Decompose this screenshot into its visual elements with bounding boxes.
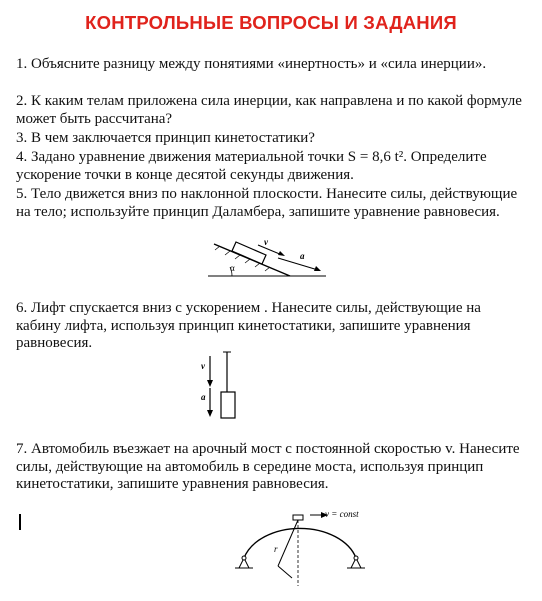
velocity-label: v (264, 237, 268, 247)
question-6: 6. Лифт спускается вниз с ускорением . Нанесите силы, действующие на кабину лифта, используя принцип кинетостатики, запишите уравнения равновесия. (16, 300, 481, 352)
right-hinge (354, 556, 358, 560)
velocity-arrowhead (278, 251, 285, 256)
elevator-figure (196, 350, 246, 426)
acceleration-arrowhead (314, 266, 321, 271)
text-cursor (19, 514, 21, 530)
question-1: 1. Объясните разницу между понятиями «инертность» и «сила инерции». (16, 56, 487, 72)
velocity-label: v (201, 361, 205, 371)
velocity-arrowhead (207, 380, 213, 387)
radius-line (278, 520, 298, 566)
car (293, 515, 303, 520)
radius-tail (278, 566, 292, 578)
bridge-figure (232, 508, 372, 592)
angle-label: α (230, 263, 235, 273)
question-7: 7. Автомобиль въезжает на арочный мост с постоянной скоростью v. Нанесите силы, действующие на автомобиль в середине моста, используя принцип кинетостатики, запишите уравнения равновесия. (16, 441, 520, 493)
elevator-car (221, 392, 235, 418)
question-4: 4. Задано уравнение движения материальной точки S = 8,6 t². Определите ускорение точки в конце десятой секунды движения. (16, 149, 487, 183)
acceleration-arrowhead (207, 410, 213, 417)
question-2: 2. К каким телам приложена сила инерции, как направлена и по какой формуле может быть рассчитана? (16, 93, 522, 127)
question-3: 3. В чем заключается принцип кинетостатики? (16, 130, 315, 146)
radius-label: r (274, 544, 278, 554)
acceleration-label: a (300, 251, 305, 261)
velocity-label: v = const (325, 509, 359, 519)
page-title: КОНТРОЛЬНЫЕ ВОПРОСЫ И ЗАДАНИЯ (85, 12, 457, 33)
left-hinge (242, 556, 246, 560)
acceleration-label: a (201, 392, 206, 402)
acceleration-arrow (278, 258, 318, 270)
block (232, 242, 266, 264)
incline-figure (200, 236, 330, 284)
bridge-arch (244, 528, 356, 558)
question-5: 5. Тело движется вниз по наклонной плоскости. Нанесите силы, действующие на тело; используйте принцип Даламбера, запишите уравнение равновесия. (16, 186, 518, 220)
